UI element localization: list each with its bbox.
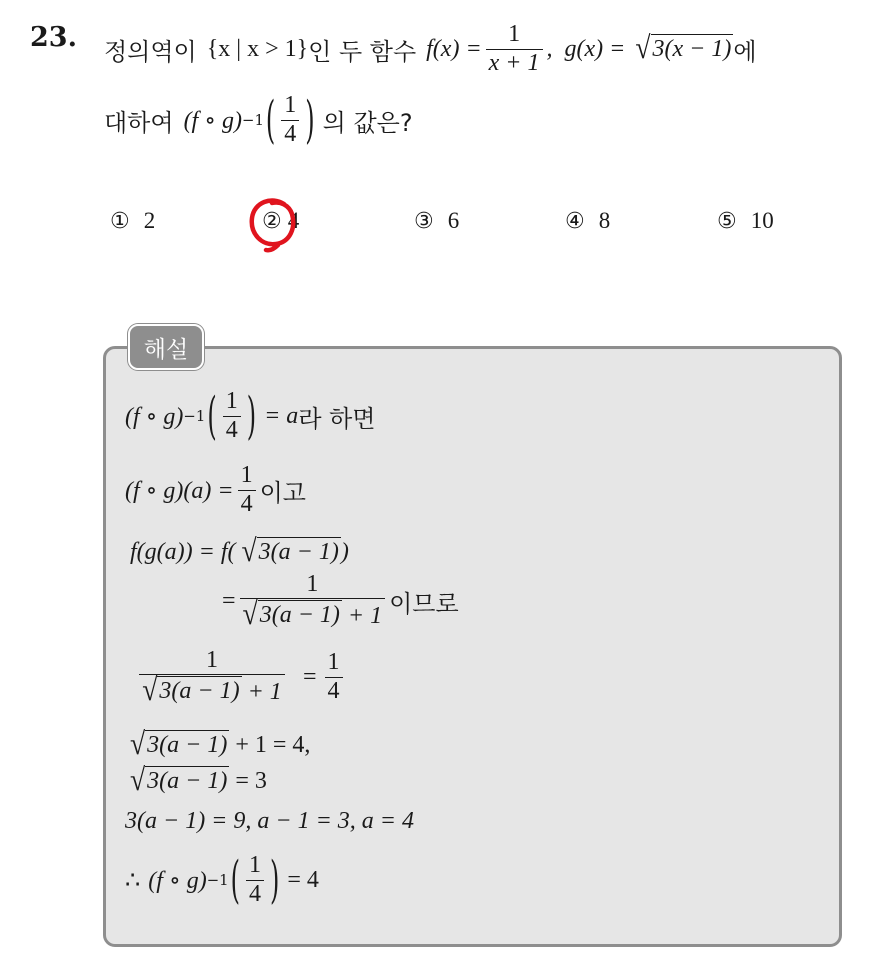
question-text-a: 정의역이 — [104, 37, 197, 66]
s3-sqrt-sign: √ — [241, 532, 257, 569]
s5-sqrt-argument: 3(a − 1) — [159, 678, 240, 705]
s2-denominator: 4 — [238, 490, 256, 517]
f-fraction — [486, 22, 543, 75]
argument-denominator: 4 — [281, 120, 299, 147]
s3-lhs: f(g(a)) = f( — [130, 538, 236, 565]
g-sqrt — [635, 29, 733, 66]
answer-circle-mark — [244, 196, 304, 254]
choice-4-mark: ④ — [565, 208, 585, 234]
s7-sqrt-sign: √ — [130, 761, 146, 798]
g-sqrt-argument: 3(x − 1) — [652, 36, 732, 63]
solution-tab: 해설 — [128, 324, 204, 370]
therefore-symbol: ∴ — [125, 867, 141, 894]
s9-right-paren: ) — [270, 850, 280, 910]
question-line-2 — [104, 88, 413, 152]
choice-2-value: 4 — [287, 208, 300, 233]
s8-equations: 3(a − 1) = 9, a − 1 = 3, a = 4 — [125, 807, 414, 834]
s2-fraction — [238, 463, 256, 516]
s5-fraction — [129, 648, 295, 706]
solution-line-2 — [125, 462, 306, 518]
s1-denominator: 4 — [223, 416, 241, 443]
s1-sup: −1 — [183, 407, 206, 425]
solution-line-7 — [130, 762, 267, 800]
s7-tail: = 3 — [235, 767, 267, 794]
g-definition-lhs: g(x) = — [564, 35, 626, 62]
s5-den-tail: + 1 — [247, 679, 282, 706]
choice-5[interactable] — [717, 208, 774, 234]
s9-expr: (f ∘ g) — [148, 867, 207, 894]
choice-5-mark: ⑤ — [717, 208, 737, 234]
s5-sqrt-sign: √ — [142, 671, 158, 708]
choice-5-value: 10 — [750, 208, 774, 233]
f-denominator: x + 1 — [486, 49, 543, 76]
s7-sqrt — [130, 761, 229, 798]
question-line-1 — [104, 14, 757, 84]
s1-rhs: = a — [264, 402, 299, 429]
question-text-c: 에 — [733, 37, 757, 66]
argument-numerator: 1 — [284, 92, 297, 119]
s5-den-sqrt — [142, 671, 241, 708]
inverse-composite: (f ∘ g) — [183, 107, 242, 134]
question-text-b: 인 두 함수 — [308, 37, 417, 66]
sqrt-sign: √ — [635, 29, 651, 66]
s6-tail: + 1 = 4, — [235, 731, 311, 758]
s4-den-tail: + 1 — [347, 603, 383, 630]
s1-text: 라 하면 — [298, 404, 376, 433]
solution-line-3 — [130, 532, 349, 572]
s5-right-numerator: 1 — [327, 649, 340, 676]
s4-sqrt-sign: √ — [242, 595, 258, 632]
s7-sqrt-argument: 3(a − 1) — [147, 768, 228, 795]
s9-sup: −1 — [206, 871, 229, 889]
solution-line-8 — [125, 802, 414, 840]
s9-denominator: 4 — [246, 880, 264, 907]
s5-right-denominator: 4 — [325, 677, 343, 704]
solution-line-1 — [125, 388, 376, 444]
left-paren: ( — [265, 90, 276, 150]
solution-line-9 — [125, 852, 319, 908]
s2-text: 이고 — [259, 478, 306, 507]
s2-expr: (f ∘ g)(a) = — [125, 477, 234, 504]
right-paren: ) — [305, 90, 315, 150]
s4-text: 이므로 — [389, 589, 459, 618]
f-definition-lhs: f(x) = — [426, 35, 482, 62]
s4-numerator: 1 — [306, 571, 319, 597]
choice-4[interactable] — [565, 208, 610, 234]
choice-4-value: 8 — [598, 208, 611, 233]
argument-fraction — [281, 93, 299, 146]
s9-fraction — [246, 853, 264, 906]
s4-sqrt-argument: 3(a − 1) — [259, 602, 340, 629]
s6-sqrt-argument: 3(a − 1) — [147, 732, 228, 759]
choice-1-value: 2 — [143, 208, 156, 233]
comma: , — [546, 35, 553, 62]
s5-numerator: 1 — [206, 647, 218, 673]
s1-numerator: 1 — [225, 388, 238, 415]
s1-expr: (f ∘ g) — [125, 403, 184, 430]
question-number: 23. — [30, 22, 77, 53]
s9-left-paren: ( — [230, 850, 241, 910]
s1-right-paren: ) — [246, 386, 257, 446]
choice-2-mark: ② — [262, 208, 282, 234]
f-numerator: 1 — [508, 21, 521, 48]
s4-fraction — [240, 572, 386, 630]
choice-3-value: 6 — [447, 208, 460, 233]
s1-fraction — [223, 389, 241, 442]
s9-rhs: = 4 — [287, 866, 319, 893]
choice-1[interactable] — [110, 208, 155, 234]
solution-line-4 — [222, 568, 459, 634]
choice-1-mark: ① — [110, 208, 130, 234]
s3-sqrt-argument: 3(a − 1) — [258, 539, 339, 566]
s9-numerator: 1 — [249, 852, 262, 879]
solution-line-5 — [125, 644, 347, 710]
choice-3[interactable] — [414, 208, 459, 234]
s6-sqrt — [130, 725, 229, 762]
s5-right-fraction — [325, 650, 343, 703]
question-text-d: 대하여 — [104, 108, 174, 137]
s4-equals: = — [222, 587, 236, 614]
s3-close: ) — [340, 538, 349, 565]
question-text-e: 의 값은? — [322, 108, 413, 137]
s2-numerator: 1 — [240, 462, 253, 489]
s5-equals: = — [303, 663, 317, 690]
inverse-sup: −1 — [241, 111, 264, 129]
s4-den-sqrt — [242, 595, 342, 632]
choice-3-mark: ③ — [414, 208, 434, 234]
domain-set: {x | x > 1} — [206, 35, 309, 62]
s5-denominator — [139, 671, 285, 708]
s6-sqrt-sign: √ — [130, 725, 146, 762]
s4-denominator — [240, 595, 386, 632]
s3-sqrt — [241, 532, 341, 569]
solution-line-6 — [130, 726, 310, 764]
s1-left-paren: ( — [207, 386, 217, 446]
